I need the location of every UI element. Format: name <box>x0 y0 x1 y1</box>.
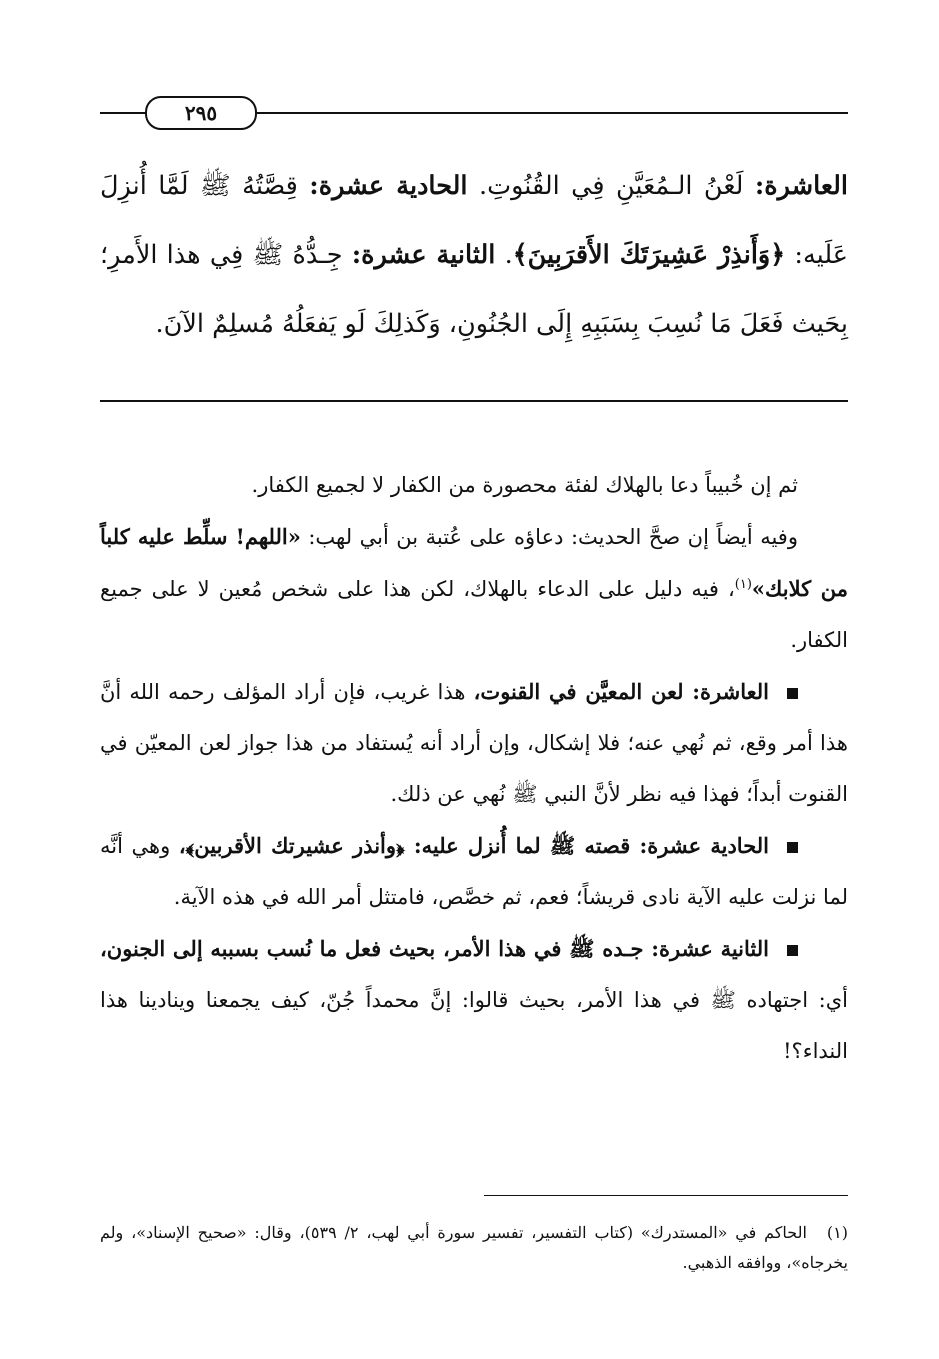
bullet-square-icon <box>787 945 798 956</box>
para2-intro: وفيه أيضاً إن صحَّ الحديث: دعاؤه على عُتبة بن أبي لهب: <box>308 525 798 549</box>
bullet-square-icon <box>787 842 798 853</box>
commentary <box>100 460 848 1077</box>
footnote-text: الحاكم في «المستدرك» (كتاب التفسير، تفسير سورة أبي لهب، ٢/ ٥٣٩)، وقال: «صحيح الإسناد»، ولم يخرجاه»، ووافقه الذهبي. <box>100 1223 848 1272</box>
matn-label-twelfth: الثانية عشرة: <box>351 240 496 270</box>
commentary-para-1: ثم إن خُبيباً دعا بالهلاك لفئة محصورة من الكفار لا لجميع الكفار. <box>251 473 798 497</box>
page-number: ٢٩٥ <box>145 96 257 130</box>
commentary-para-4 <box>100 820 848 923</box>
matn-tenth-text: لَعْنُ الـمُعَيَّنِ فِي القُنُوتِ. <box>478 171 744 201</box>
separator-rule <box>100 400 848 402</box>
para3-heading: العاشرة: لعن المعيَّن في القنوت، <box>473 679 769 704</box>
commentary-para-5 <box>100 923 848 1077</box>
bullet-square-icon <box>787 688 798 699</box>
para5-heading: الثانية عشرة: جـده ﷺ في هذا الأمر، بحيث فعل ما نُسب بسببه إلى الجنون، <box>100 936 769 961</box>
footnote <box>100 1218 848 1278</box>
footnote-number: (١) <box>826 1223 848 1242</box>
para4-heading: الحادية عشرة: قصته ﷺ لما أُنزل عليه: ﴿وأنذر عشيرتك الأقربين﴾، <box>178 833 769 858</box>
matn-eleventh-text: قِصَّتُهُ ﷺ لَمَّا أُنزِلَ عَلَيه: <box>100 171 849 270</box>
matn-twelfth-text: جِـدُّهُ ﷺ فِي هذا الأَمرِ؛ بِحَيث فَعَلَ مَا نُسِبَ بِسَبَبِهِ إِلَى الجُنُونِ، وَكَذلِكَ لَو يَفعَلُهُ مُسلِمٌ الآنَ. <box>100 240 848 339</box>
matn-label-eleventh: الحادية عشرة: <box>309 171 468 201</box>
page-header <box>100 92 848 132</box>
hadith-quote: «اللهم! سلِّط عليه كلباً من كلابك» <box>100 524 848 601</box>
matn-period: . <box>504 240 513 270</box>
commentary-para-2 <box>100 511 848 666</box>
matn-text <box>100 152 848 359</box>
para5-body: أي: اجتهاده ﷺ في هذا الأمر، بحيث قالوا: إنَّ محمداً جُنّ، كيف يجمعنا وينادينا هذا النداء؟! <box>100 988 848 1063</box>
commentary-para-3 <box>100 666 848 820</box>
matn-label-tenth: العاشرة: <box>754 171 848 201</box>
para2-rest: ، فيه دليل على الدعاء بالهلاك، لكن هذا على شخص مُعين لا على جميع الكفار. <box>100 577 848 652</box>
para4-body: وهي أنَّه لما نزلت عليه الآية نادى قريشاً؛ فعم، ثم خصَّص، فامتثل أمر الله في هذه الآية. <box>100 834 848 909</box>
matn-quran-verse: ﴿وَأَنذِرْ عَشِيرَتَكَ الأَقرَبِينَ﴾ <box>512 240 786 270</box>
footnote-ref[interactable]: (١) <box>734 577 752 592</box>
para3-body: هذا غريب، فإن أراد المؤلف رحمه الله أنَّ هذا أمر وقع، ثم نُهي عنه؛ فلا إشكال، وإن أراد أنه يُستفاد من هذا جواز لعن المعيّن في القنوت أبداً؛ فهذا فيه نظر لأنَّ النبي ﷺ نُهي عن ذلك. <box>100 680 848 806</box>
footnote-rule <box>484 1195 848 1196</box>
